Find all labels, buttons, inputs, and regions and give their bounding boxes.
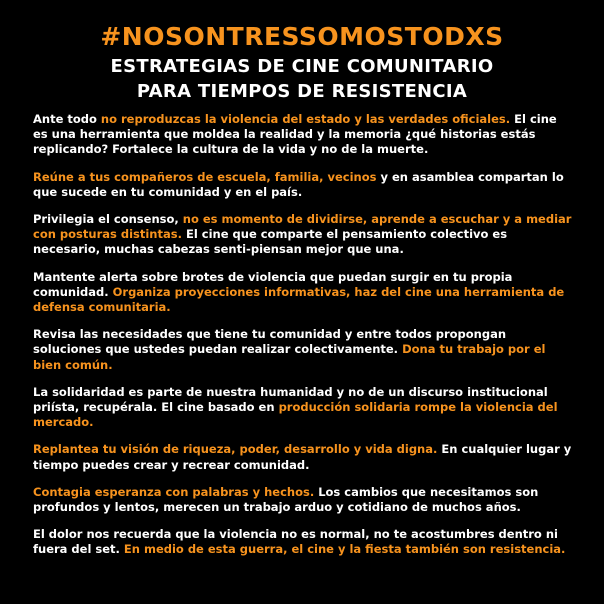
paragraph-text: Mantente alerta sobre brotes de violencia que puedan surgir en tu propia comunidad.: [33, 269, 513, 299]
paragraph-text: En cualquier lugar y tiempo puedes crear y recrear comunidad.: [33, 442, 572, 472]
subtitle-line-2: PARA TIEMPOS DE RESISTENCIA: [136, 81, 468, 102]
strategy-paragraph: [33, 170, 573, 200]
strategies-body: [33, 112, 573, 570]
paragraph-highlight: no reproduzcas la violencia del estado y las verdades oficiales.: [100, 112, 511, 126]
paragraph-text: El dolor nos recuerda que la violencia no es normal, no te acostumbres dentro ni fuera del set.: [33, 527, 558, 557]
paragraph-highlight: Dona tu trabajo por el bien común.: [33, 342, 546, 372]
strategy-paragraph: [33, 212, 573, 258]
paragraph-highlight: Reúne a tus compañeros de escuela, familia, vecinos: [33, 169, 377, 184]
paragraph-highlight: producción solidaria rompe la violencia del mercado.: [33, 400, 558, 430]
hashtag-title: #NOSONTRESSOMOSTODXS: [100, 22, 504, 51]
paragraph-text: Revisa las necesidades que tiene tu comunidad y entre todos propongan soluciones que ustedes puedan realizar colectivamente.: [33, 327, 507, 357]
strategy-paragraph: [33, 112, 573, 158]
strategy-paragraph: [33, 385, 573, 431]
paragraph-highlight: Organiza proyecciones informativas, haz del cine una herramienta de defensa comunitaria.: [33, 284, 565, 315]
strategy-paragraph: [33, 485, 573, 515]
paragraph-highlight: Replantea tu visión de riqueza, poder, desarrollo y vida digna.: [33, 442, 438, 457]
strategy-paragraph: [33, 270, 573, 316]
paragraph-highlight: En medio de esta guerra, el cine y la fiesta también son resistencia.: [123, 542, 566, 557]
paragraph-text: El cine es una herramienta que moldea la realidad y la memoria ¿qué historias estás replicando? Fortalece la cultura de la vida y no de la muerte.: [33, 112, 557, 157]
strategy-paragraph: [33, 442, 573, 472]
paragraph-text: Ante todo: [33, 112, 101, 126]
strategy-paragraph: [33, 327, 573, 373]
paragraph-text: Los cambios que necesitamos son profundos y lentos, merecen un trabajo arduo y cotidiano de muchos años.: [33, 484, 539, 515]
strategy-paragraph: [33, 527, 573, 557]
subtitle-line-1: ESTRATEGIAS DE CINE COMUNITARIO: [110, 56, 494, 77]
paragraph-text: La solidaridad es parte de nuestra humanidad y no de un discurso institucional priísta, recupérala. El cine basado en: [33, 384, 548, 415]
paragraph-text: Privilegia el consenso,: [33, 212, 183, 227]
paragraph-highlight: no es momento de dividirse, aprende a escuchar y a mediar con posturas distintas.: [33, 212, 572, 242]
paragraph-highlight: Contagia esperanza con palabras y hechos.: [33, 484, 315, 499]
paragraph-text: y en asamblea compartan lo que sucede en tu comunidad y en el país.: [33, 169, 564, 199]
paragraph-text: El cine que comparte el pensamiento colectivo es necesario, muchas cabezas senti-piensan mejor que una.: [33, 227, 508, 257]
